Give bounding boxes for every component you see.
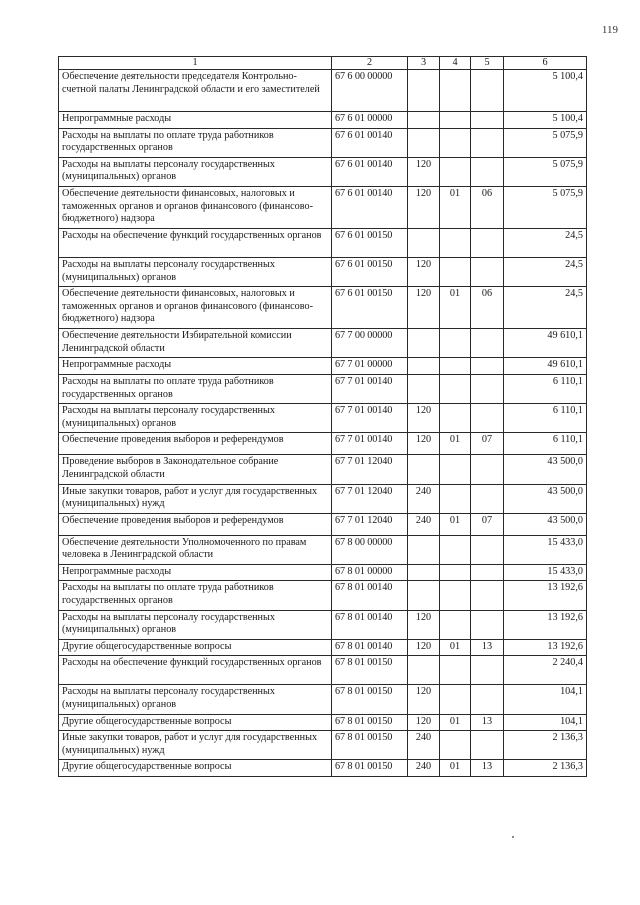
cell-target-code: 67 7 01 12040 [332,513,408,535]
table-row [59,157,587,186]
table-row [59,329,587,358]
cell-subsection [471,404,504,433]
budget-table-container [58,56,586,777]
cell-name: Обеспечение деятельности финансовых, налоговых и таможенных органов и органов финансового (финансово-бюджетного) надзора [59,287,332,329]
cell-name: Обеспечение проведения выборов и референдумов [59,513,332,535]
cell-expense-type: 120 [408,404,440,433]
table-row [59,128,587,157]
cell-section [440,374,471,403]
table-row [59,455,587,484]
cell-target-code: 67 7 01 12040 [332,455,408,484]
cell-subsection [471,228,504,257]
cell-amount: 5 075,9 [504,186,587,228]
page-number: 119 [601,24,618,36]
cell-section [440,581,471,610]
cell-expense-type: 240 [408,484,440,513]
cell-section [440,157,471,186]
cell-expense-type: 120 [408,433,440,455]
table-row [59,610,587,639]
cell-amount: 5 075,9 [504,128,587,157]
cell-section [440,112,471,129]
cell-section [440,484,471,513]
cell-name: Обеспечение деятельности Избирательной комиссии Ленинградской области [59,329,332,358]
table-row [59,112,587,129]
table-row [59,564,587,581]
cell-amount: 13 192,6 [504,610,587,639]
cell-section: 01 [440,186,471,228]
cell-section [440,404,471,433]
table-row [59,228,587,257]
cell-amount: 49 610,1 [504,329,587,358]
cell-name: Расходы на выплаты персоналу государственных (муниципальных) органов [59,610,332,639]
cell-expense-type [408,70,440,112]
cell-subsection [471,656,504,685]
cell-name: Обеспечение деятельности финансовых, налоговых и таможенных органов и органов финансового (финансово-бюджетного) надзора [59,186,332,228]
cell-name: Расходы на выплаты персоналу государственных (муниципальных) органов [59,685,332,714]
cell-target-code: 67 7 01 12040 [332,484,408,513]
table-row [59,404,587,433]
cell-amount: 104,1 [504,714,587,731]
cell-amount: 43 500,0 [504,455,587,484]
cell-expense-type: 120 [408,639,440,656]
header-cell-name: 1 [59,57,332,70]
cell-target-code: 67 7 01 00140 [332,404,408,433]
cell-name: Другие общегосударственные вопросы [59,760,332,777]
cell-section [440,731,471,760]
cell-subsection [471,610,504,639]
cell-target-code: 67 6 01 00000 [332,112,408,129]
cell-name: Расходы на выплаты персоналу государственных (муниципальных) органов [59,257,332,286]
cell-name: Расходы на выплаты по оплате труда работников государственных органов [59,374,332,403]
cell-target-code: 67 8 01 00150 [332,656,408,685]
cell-amount: 43 500,0 [504,513,587,535]
cell-expense-type [408,656,440,685]
cell-name: Непрограммные расходы [59,358,332,375]
cell-expense-type: 120 [408,257,440,286]
cell-name: Обеспечение проведения выборов и референдумов [59,433,332,455]
cell-amount: 5 100,4 [504,70,587,112]
cell-amount: 5 100,4 [504,112,587,129]
table-header-row [59,57,587,70]
cell-section [440,610,471,639]
cell-expense-type: 120 [408,157,440,186]
cell-target-code: 67 6 01 00150 [332,228,408,257]
cell-section: 01 [440,639,471,656]
cell-subsection: 13 [471,639,504,656]
cell-name: Расходы на выплаты по оплате труда работников государственных органов [59,581,332,610]
cell-name: Иные закупки товаров, работ и услуг для государственных (муниципальных) нужд [59,484,332,513]
cell-name: Другие общегосударственные вопросы [59,714,332,731]
cell-subsection [471,455,504,484]
table-body [59,70,587,777]
cell-target-code: 67 6 01 00150 [332,287,408,329]
cell-expense-type [408,535,440,564]
cell-expense-type [408,128,440,157]
cell-expense-type: 120 [408,610,440,639]
table-row [59,433,587,455]
cell-section [440,535,471,564]
cell-subsection [471,70,504,112]
table-row [59,760,587,777]
table-row [59,639,587,656]
table-row [59,513,587,535]
cell-amount: 43 500,0 [504,484,587,513]
cell-subsection [471,581,504,610]
header-cell-rz: 4 [440,57,471,70]
cell-name: Проведение выборов в Законодательное собрание Ленинградской области [59,455,332,484]
table-row [59,685,587,714]
cell-section [440,685,471,714]
cell-target-code: 67 8 01 00150 [332,760,408,777]
cell-subsection [471,157,504,186]
cell-section [440,455,471,484]
cell-target-code: 67 8 01 00140 [332,610,408,639]
table-row [59,581,587,610]
cell-subsection [471,358,504,375]
cell-subsection [471,329,504,358]
cell-name: Непрограммные расходы [59,564,332,581]
cell-amount: 15 433,0 [504,564,587,581]
header-cell-pr: 5 [471,57,504,70]
cell-subsection: 06 [471,186,504,228]
cell-expense-type: 240 [408,731,440,760]
cell-subsection [471,535,504,564]
cell-target-code: 67 6 01 00140 [332,186,408,228]
cell-target-code: 67 8 01 00150 [332,714,408,731]
cell-target-code: 67 8 01 00000 [332,564,408,581]
cell-amount: 2 136,3 [504,731,587,760]
cell-section: 01 [440,287,471,329]
cell-target-code: 67 7 01 00000 [332,358,408,375]
cell-section: 01 [440,513,471,535]
cell-amount: 6 110,1 [504,433,587,455]
header-cell-sum: 6 [504,57,587,70]
cell-subsection: 07 [471,433,504,455]
cell-section [440,358,471,375]
table-row [59,287,587,329]
cell-target-code: 67 7 01 00140 [332,433,408,455]
cell-amount: 49 610,1 [504,358,587,375]
cell-expense-type: 120 [408,685,440,714]
cell-amount: 24,5 [504,228,587,257]
cell-section [440,564,471,581]
table-row [59,358,587,375]
cell-expense-type [408,455,440,484]
cell-expense-type [408,564,440,581]
cell-amount: 13 192,6 [504,639,587,656]
table-row [59,257,587,286]
budget-table [58,56,587,777]
cell-target-code: 67 6 00 00000 [332,70,408,112]
cell-subsection [471,685,504,714]
cell-subsection [471,112,504,129]
cell-amount: 24,5 [504,287,587,329]
cell-section [440,329,471,358]
cell-section [440,257,471,286]
cell-expense-type [408,358,440,375]
cell-expense-type [408,374,440,403]
cell-target-code: 67 8 01 00150 [332,685,408,714]
cell-section: 01 [440,714,471,731]
cell-expense-type: 240 [408,760,440,777]
cell-name: Расходы на обеспечение функций государственных органов [59,228,332,257]
cell-amount: 6 110,1 [504,374,587,403]
cell-name: Другие общегосударственные вопросы [59,639,332,656]
table-row [59,374,587,403]
cell-name: Обеспечение деятельности Уполномоченного по правам человека в Ленинградской области [59,535,332,564]
cell-target-code: 67 6 01 00140 [332,128,408,157]
cell-amount: 6 110,1 [504,404,587,433]
table-row [59,186,587,228]
cell-amount: 24,5 [504,257,587,286]
table-row [59,714,587,731]
header-cell-vr: 3 [408,57,440,70]
cell-name: Расходы на выплаты по оплате труда работников государственных органов [59,128,332,157]
cell-amount: 15 433,0 [504,535,587,564]
cell-name: Расходы на обеспечение функций государственных органов [59,656,332,685]
cell-name: Обеспечение деятельности председателя Контрольно-счетной палаты Ленинградской области и его заместителей [59,70,332,112]
cell-subsection [471,484,504,513]
cell-subsection [471,257,504,286]
cell-subsection: 13 [471,760,504,777]
cell-subsection [471,128,504,157]
table-row [59,656,587,685]
cell-amount: 13 192,6 [504,581,587,610]
scan-speck [512,836,514,838]
cell-target-code: 67 7 01 00140 [332,374,408,403]
cell-expense-type [408,112,440,129]
cell-target-code: 67 8 00 00000 [332,535,408,564]
cell-expense-type: 240 [408,513,440,535]
cell-target-code: 67 7 00 00000 [332,329,408,358]
cell-name: Расходы на выплаты персоналу государственных (муниципальных) органов [59,404,332,433]
cell-target-code: 67 8 01 00140 [332,639,408,656]
cell-subsection [471,374,504,403]
cell-expense-type [408,228,440,257]
table-row [59,70,587,112]
cell-expense-type: 120 [408,714,440,731]
cell-target-code: 67 8 01 00140 [332,581,408,610]
cell-section [440,656,471,685]
cell-name: Расходы на выплаты персоналу государственных (муниципальных) органов [59,157,332,186]
cell-name: Непрограммные расходы [59,112,332,129]
cell-expense-type: 120 [408,287,440,329]
cell-section [440,228,471,257]
cell-amount: 104,1 [504,685,587,714]
cell-amount: 2 240,4 [504,656,587,685]
cell-target-code: 67 8 01 00150 [332,731,408,760]
header-cell-csr: 2 [332,57,408,70]
cell-expense-type [408,581,440,610]
cell-subsection: 07 [471,513,504,535]
cell-subsection [471,731,504,760]
cell-subsection: 06 [471,287,504,329]
cell-section [440,70,471,112]
table-row [59,731,587,760]
cell-target-code: 67 6 01 00140 [332,157,408,186]
cell-subsection [471,564,504,581]
cell-amount: 5 075,9 [504,157,587,186]
table-row [59,535,587,564]
cell-section [440,128,471,157]
table-row [59,484,587,513]
cell-target-code: 67 6 01 00150 [332,257,408,286]
cell-expense-type [408,329,440,358]
cell-section: 01 [440,433,471,455]
cell-section: 01 [440,760,471,777]
cell-amount: 2 136,3 [504,760,587,777]
cell-name: Иные закупки товаров, работ и услуг для государственных (муниципальных) нужд [59,731,332,760]
cell-subsection: 13 [471,714,504,731]
cell-expense-type: 120 [408,186,440,228]
